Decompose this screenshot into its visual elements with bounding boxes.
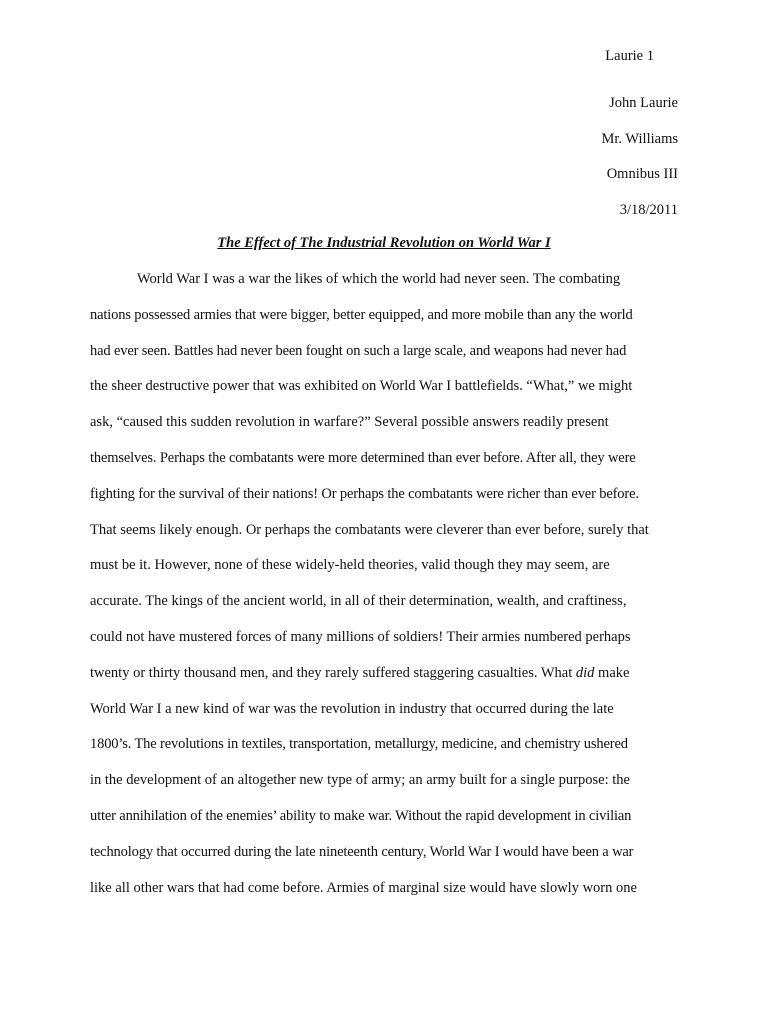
body-line: had ever seen. Battles had never been fought on such a large scale, and weapons had never had bbox=[90, 342, 627, 359]
course-name: Omnibus III bbox=[606, 166, 678, 183]
body-line: technology that occurred during the late nineteenth century, World War I would have been a war bbox=[90, 843, 634, 860]
body-line: could not have mustered forces of many millions of soldiers! Their armies numbered perhaps bbox=[90, 628, 631, 645]
teacher-name: Mr. Williams bbox=[601, 130, 678, 147]
body-line: fighting for the survival of their nations! Or perhaps the combatants were richer than ever before. bbox=[90, 485, 639, 502]
header-block bbox=[602, 93, 679, 235]
body-line: must be it. However, none of these widely-held theories, valid though they may seem, are bbox=[90, 557, 610, 574]
body-line: accurate. The kings of the ancient world, in all of their determination, wealth, and craftiness, bbox=[90, 593, 627, 610]
body-line: twenty or thirty thousand men, and they rarely suffered staggering casualties. What did make bbox=[90, 664, 630, 681]
body-line: 1800’s. The revolutions in textiles, transportation, metallurgy, medicine, and chemistry ushered bbox=[90, 736, 628, 753]
body-line: like all other wars that had come before. Armies of marginal size would have slowly worn one bbox=[90, 879, 637, 896]
body-line: nations possessed armies that were bigger, better equipped, and more mobile than any the world bbox=[90, 306, 633, 323]
essay-title: The Effect of The Industrial Revolution on World War I bbox=[217, 235, 551, 251]
essay-body bbox=[90, 269, 690, 913]
body-line: utter annihilation of the enemies’ ability to make war. Without the rapid development in civilian bbox=[90, 807, 632, 824]
running-head: Laurie 1 bbox=[605, 48, 654, 64]
body-line: World War I a new kind of war was the revolution in industry that occurred during the late bbox=[90, 700, 614, 717]
essay-date: 3/18/2011 bbox=[619, 201, 678, 218]
body-line: the sheer destructive power that was exhibited on World War I battlefields. “What,” we might bbox=[90, 378, 633, 395]
student-name: John Laurie bbox=[609, 95, 678, 111]
emphasis-word: did bbox=[575, 664, 595, 681]
body-line: That seems likely enough. Or perhaps the combatants were cleverer than ever before, surely that bbox=[90, 521, 649, 538]
body-line: World War I was a war the likes of which the world had never seen. The combating bbox=[137, 271, 621, 287]
body-line: themselves. Perhaps the combatants were more determined than ever before. After all, they were bbox=[90, 449, 636, 466]
body-line: ask, “caused this sudden revolution in warfare?” Several possible answers readily present bbox=[90, 414, 609, 431]
body-line: in the development of an altogether new type of army; an army built for a single purpose: the bbox=[90, 772, 630, 789]
